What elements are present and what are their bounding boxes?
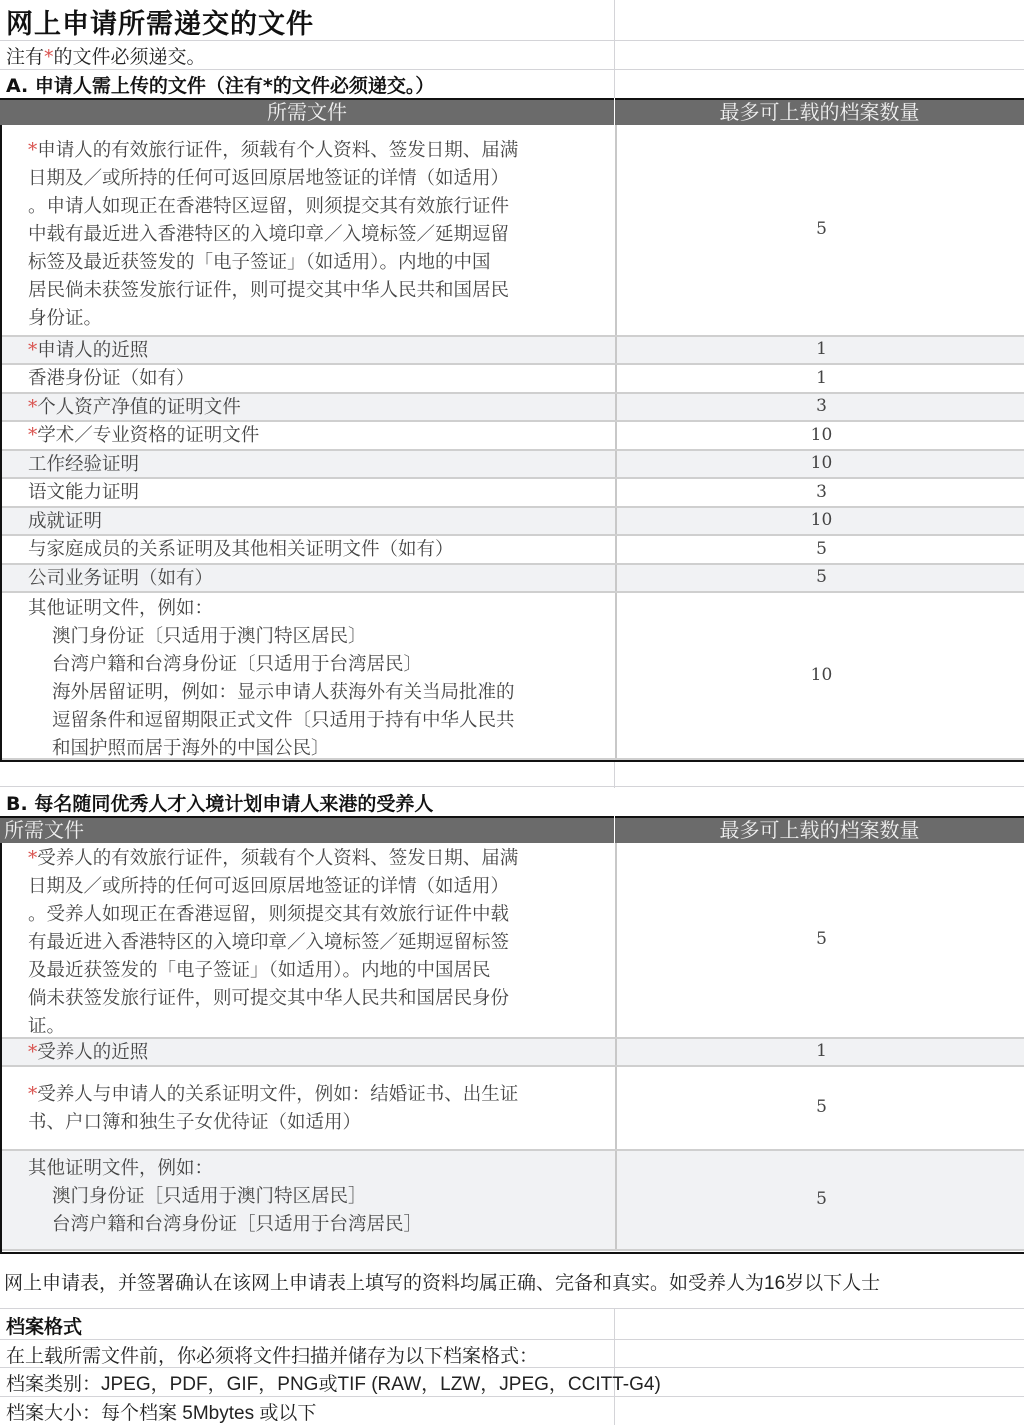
page-title: 网上申请所需递交的文件 (6, 9, 314, 40)
section-a-col-doc-header: 所需文件 (0, 98, 614, 125)
table-row (2, 536, 1024, 565)
document-name: *申请人的近照 (28, 340, 149, 361)
example-item: 澳门身份证［只适用于澳门特区居民］ (52, 1186, 367, 1207)
required-star-icon: * (28, 397, 38, 418)
table-row (2, 1039, 1024, 1067)
gridline (0, 786, 1024, 787)
file-format-intro: 在上载所需文件前，你必须将文件扫描并储存为以下档案格式： (6, 1346, 539, 1367)
table-row (2, 508, 1024, 536)
required-star-icon: * (28, 1042, 38, 1063)
max-file-count: 1 (816, 1041, 827, 1061)
max-file-count: 10 (810, 453, 833, 473)
gridline (0, 1367, 1024, 1368)
document-name: 其他证明文件，例如： 澳门身份证［只适用于澳门特区居民］ 台湾户籍和台湾身份证［只适用于台湾居民］ (28, 1155, 614, 1239)
example-item: 和国护照而居于海外的中国公民〕 (52, 738, 330, 759)
max-file-count: 5 (816, 567, 827, 587)
document-name: *个人资产净值的证明文件 (28, 397, 241, 418)
example-item: 海外居留证明，例如：显示申请人获海外有关当局批准的 (52, 682, 515, 703)
section-b-col-qty-header: 最多可上载的档案数量 (615, 816, 1024, 843)
document-name: 其他证明文件，例如： 澳门身份证〔只适用于澳门特区居民〕 台湾户籍和台湾身份证〔只适用于台湾居民〕 海外居留证明，例如：显示申请人获海外有关当局批准的 逗留条件和逗留期限正式文件〔只适用于持有中华人民共 和国护照而居于海外的中国公民〕 (28, 595, 614, 763)
max-file-count: 10 (810, 424, 833, 445)
table-row (2, 451, 1024, 479)
column-divider (614, 0, 615, 98)
required-star-icon: * (28, 425, 38, 446)
document-name: *受养人与申请人的关系证明文件，例如：结婚证书、出生证 书、户口簿和独生子女优待证（如适用） (28, 1084, 519, 1133)
max-file-count: 1 (816, 339, 827, 359)
max-file-count: 5 (816, 219, 827, 239)
table-row (2, 565, 1024, 593)
max-file-count: 5 (816, 1189, 827, 1209)
required-star-icon: * (44, 46, 54, 68)
example-item: 台湾户籍和台湾身份证［只适用于台湾居民］ (52, 1214, 423, 1235)
table-bottom-border (0, 760, 1024, 762)
gridline (0, 69, 1024, 70)
document-name: 成就证明 (28, 511, 103, 532)
gridline (0, 1308, 1024, 1309)
example-item: 台湾户籍和台湾身份证〔只适用于台湾居民〕 (52, 654, 423, 675)
max-file-count: 10 (810, 510, 833, 530)
document-name: 香港身份证（如有） (28, 368, 195, 389)
required-star-icon: * (28, 1084, 38, 1105)
section-b-table (0, 843, 1024, 1253)
document-name: *学术／专业资格的证明文件 (28, 425, 260, 446)
file-format-types: 档案类别：JPEG，PDF，GIF，PNG或TIF (RAW，LZW，JPEG，CCITT-G4) (6, 1374, 661, 1395)
required-star-icon: * (28, 140, 38, 161)
max-file-count: 5 (816, 1097, 827, 1117)
table-row (2, 1067, 1024, 1151)
column-divider (614, 762, 615, 788)
section-a-table (0, 125, 1024, 762)
gridline (0, 1396, 1024, 1397)
table-row (2, 394, 1024, 422)
document-name: *受养人的近照 (28, 1042, 149, 1063)
section-a-heading: A. 申请人需上传的文件（注有*的文件必须递交。） (6, 75, 435, 97)
required-note: 注有*的文件必须递交。 (6, 46, 206, 68)
max-file-count: 1 (816, 367, 827, 388)
max-file-count: 10 (810, 664, 833, 685)
required-star-icon: * (28, 848, 38, 869)
overflow-text: 网上申请表，并签署确认在该网上申请表上填写的资料均属正确、完备和真实。如受养人为16岁以下人士 (4, 1273, 881, 1294)
document-name: 语文能力证明 (28, 482, 140, 503)
table-row (2, 479, 1024, 508)
table-row (2, 365, 1024, 394)
file-format-size: 档案大小：每个档案 5Mbytes 或以下 (6, 1403, 317, 1424)
document-name: 公司业务证明（如有） (28, 568, 214, 589)
table-row (2, 125, 1024, 337)
section-b-heading: B. 每名随同优秀人才入境计划申请人来港的受养人 (6, 793, 434, 815)
document-name: *申请人的有效旅行证件，须载有个人资料、签发日期、届满 日期及／或所持的任何可返回原居地签证的详情（如适用） 。申请人如现正在香港特区逗留，则须提交其有效旅行证件 中载有最近进入香港特区的入境印章／入境标签／延期逗留 标签及最近获签发的「电子签证」（如适用）。内地的中国 居民倘未获签发旅行证件，则可提交其中华人民共和国居民 身份证。 (28, 140, 519, 329)
max-file-count: 5 (816, 538, 827, 559)
table-row (2, 422, 1024, 451)
required-star-icon: * (28, 340, 38, 361)
table-row (2, 337, 1024, 365)
example-item: 逗留条件和逗留期限正式文件〔只适用于持有中华人民共 (52, 710, 515, 731)
table-row (2, 593, 1024, 760)
file-format-heading: 档案格式 (6, 1317, 83, 1338)
table-row (2, 1151, 1024, 1251)
example-item: 澳门身份证〔只适用于澳门特区居民〕 (52, 626, 367, 647)
document-name: 与家庭成员的关系证明及其他相关证明文件（如有） (28, 539, 454, 560)
document-name: 工作经验证明 (28, 454, 140, 475)
table-bottom-border (0, 1252, 1024, 1254)
table-row (2, 843, 1024, 1039)
max-file-count: 3 (816, 481, 827, 502)
section-a-col-qty-header: 最多可上载的档案数量 (615, 98, 1024, 125)
max-file-count: 5 (816, 929, 827, 949)
max-file-count: 3 (816, 396, 827, 416)
document-name: *受养人的有效旅行证件，须载有个人资料、签发日期、届满 日期及／或所持的任何可返回原居地签证的详情（如适用） 。受养人如现正在香港逗留，则须提交其有效旅行证件中载 有最近进入香港特区的入境印章／入境标签／延期逗留标签 及最近获签发的「电子签证」（如适用）。内地的中国居民 倘未获签发旅行证件，则可提交其中华人民共和国居民身份 证。 (28, 848, 519, 1037)
gridline (0, 1339, 1024, 1340)
section-b-col-doc-header: 所需文件 (0, 816, 614, 843)
